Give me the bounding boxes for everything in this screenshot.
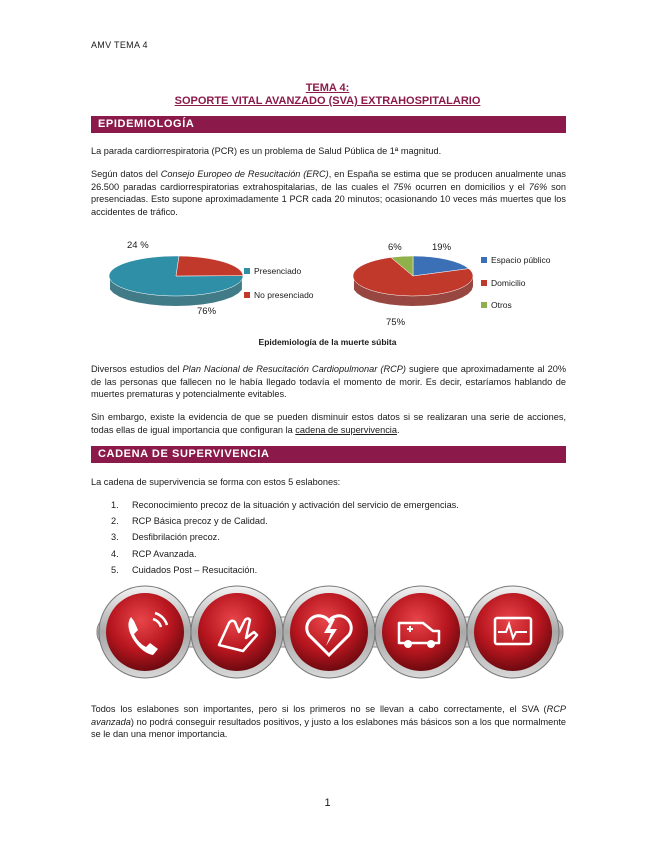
ambulance-icon xyxy=(375,586,467,678)
pie1-label-presenciado: 76% xyxy=(197,306,217,317)
paragraph-plan-nacional: Diversos estudios del Plan Nacional de Resucitación Cardiopulmonar (RCP) sugiere que aproximadamente al 20% de las personas que fallecen no le había llegado todavía el momento de morir. Es decir, estaríamos hablando de muertes prematuras y potencialmente evitables. xyxy=(91,364,566,399)
legend-label: Otros xyxy=(491,300,512,310)
legend-espacio-publico xyxy=(481,255,551,265)
header-label: AMV TEMA 4 xyxy=(91,40,148,50)
legend-label: Espacio público xyxy=(491,255,551,265)
pie2-label-espacio-publico: 19% xyxy=(432,242,452,253)
paragraph-cadena-intro: La cadena de supervivencia se forma con estos 5 eslabones: xyxy=(91,477,341,487)
pie2-label-otros: 6% xyxy=(388,242,402,253)
list-item: 2. RCP Básica precoz y de Calidad. xyxy=(111,516,268,527)
pie-chart-presenciado xyxy=(109,256,243,306)
pie-slice-no-presenciado xyxy=(176,256,243,276)
legend-no-presenciado xyxy=(244,290,314,300)
paragraph-pcr: La parada cardiorrespiratoria (PCR) es un problema de Salud Pública de 1ª magnitud. xyxy=(91,146,442,156)
paragraph-erc: Según datos del Consejo Europeo de Resucitación (ERC), en España se estima que se producen anualmente unas 26.500 paradas cardiorrespiratorias extrahospitalarias, de las cuales el 75% ocurren en domicilios y el 76% son presenciadas. Esto supone aproximadamente 1 PCR cada 20 minutos; ocasionando 10 veces más muertes que los accidentes de tráfico. xyxy=(91,169,566,217)
legend-label: Presenciado xyxy=(254,266,302,276)
cadena-list xyxy=(111,497,459,578)
list-item: 1. Reconocimiento precoz de la situación y activación del servicio de emergencias. xyxy=(111,500,459,510)
legend-domicilio xyxy=(481,278,525,288)
monitor-icon xyxy=(467,586,559,678)
legend-swatch xyxy=(244,268,250,274)
list-item: 3. Desfibrilación precoz. xyxy=(111,532,220,543)
title-line-2: SOPORTE VITAL AVANZADO (SVA) EXTRAHOSPITALARIO xyxy=(174,95,481,107)
paragraph-eslabones: Todos los eslabones son importantes, pero si los primeros no se llevan a cabo correctamente, el SVA (RCP avanzada) no podrá conseguir resultados positivos, y justo a los eslabones más básicos son a los que normalmente se le dan una menor importancia. xyxy=(91,704,566,739)
pie2-label-domicilio: 75% xyxy=(386,317,406,328)
list-item: 4. RCP Avanzada. xyxy=(111,548,197,559)
pie-chart-lugar xyxy=(353,256,473,306)
page-number: 1 xyxy=(324,797,331,809)
legend-swatch xyxy=(481,302,487,308)
legend-otros xyxy=(481,300,512,310)
title-line-1: TEMA 4: xyxy=(305,82,350,94)
legend-swatch xyxy=(481,257,487,263)
list-item: 5. Cuidados Post – Resucitación. xyxy=(111,564,258,575)
paragraph-evidencia: Sin embargo, existe la evidencia de que se pueden disminuir estos datos si se realizaran una serie de acciones, todas ellas de igual importancia que configuran la cadena de supervivencia. xyxy=(91,412,566,435)
heart-defibrillator-icon xyxy=(283,586,375,678)
legend-swatch xyxy=(481,280,487,286)
legend-label: Domicilio xyxy=(491,278,526,288)
chain-of-survival-graphic xyxy=(95,583,565,683)
legend-swatch xyxy=(244,292,250,298)
section-heading-cadena: CADENA DE SUPERVIVENCIA xyxy=(91,446,566,463)
phone-icon xyxy=(99,586,191,678)
cadena-link[interactable]: cadena de supervivencia xyxy=(295,424,397,435)
legend-presenciado xyxy=(244,266,301,276)
pie1-label-no-presenciado: 24 % xyxy=(127,240,149,251)
legend-label: No presenciado xyxy=(254,290,314,300)
section-heading-epidemiologia: EPIDEMIOLOGÍA xyxy=(91,116,566,133)
hands-icon xyxy=(191,586,283,678)
chart-caption: Epidemiología de la muerte súbita xyxy=(258,337,397,347)
